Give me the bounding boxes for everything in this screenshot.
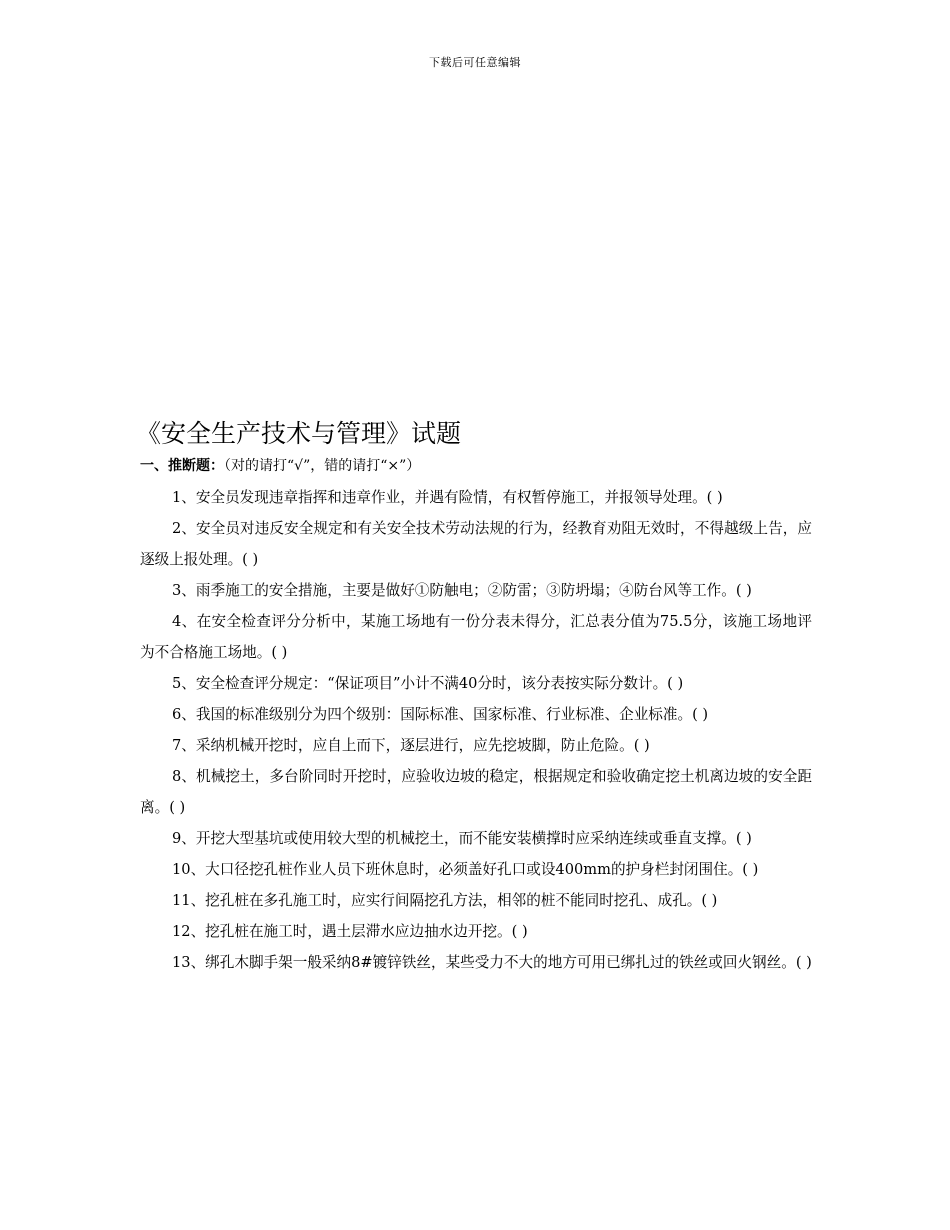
question-item: 11、挖孔桩在多孔施工时，应实行间隔挖孔方法，相邻的桩不能同时挖孔、成孔。( ): [172, 892, 718, 909]
question-item: 10、大口径挖孔桩作业人员下班休息时，必须盖好孔口或设400mm的护身栏封闭围住。( ): [172, 861, 759, 878]
question-item: 2、安全员对违反安全规定和有关安全技术劳动法规的行为，经教育劝阻无效时，不得越级上告，应逐级上报处理。( ): [140, 520, 812, 568]
question-item: 4、在安全检查评分分析中，某施工场地有一份分表未得分，汇总表分值为75.5分，该施工场地评为不合格施工场地。( ): [140, 613, 812, 661]
question-item: 8、机械挖土，多台阶同时开挖时，应验收边坡的稳定，根据规定和验收确定挖土机离边坡的安全距离。( ): [140, 768, 812, 816]
section-label: 一、推断题：: [140, 458, 224, 474]
question-item: 7、采纳机械开挖时，应自上而下，逐层进行，应先挖坡脚，防止危险。( ): [172, 737, 650, 754]
question-item: 5、安全检查评分规定：“保证项目”小计不满40分时，该分表按实际分数计。( ): [172, 675, 684, 692]
document-title: 《安全生产技术与管理》试题: [136, 419, 462, 448]
page-header: 下载后可任意编辑: [429, 56, 521, 69]
section-heading: [140, 454, 812, 478]
question-item: 12、挖孔桩在施工时，遇土层滞水应边抽水边开挖。( ): [172, 923, 528, 940]
section-instruction: （对的请打“√”，错的请打“×”）: [224, 458, 421, 474]
question-item: 6、我国的标准级别分为四个级别：国际标准、国家标准、行业标准、企业标准。( ): [172, 706, 709, 723]
document-body: [136, 416, 812, 978]
question-item: 1、安全员发现违章指挥和违章作业，并遇有险情，有权暂停施工，并报领导处理。( ): [172, 489, 723, 506]
question-item: 9、开挖大型基坑或使用较大型的机械挖土，而不能安装横撑时应采纳连续或垂直支撑。( ): [172, 830, 752, 847]
question-item: 3、雨季施工的安全措施，主要是做好①防触电；②防雷；③防坍塌；④防台风等工作。( ): [172, 582, 752, 599]
question-item: 13、绑孔木脚手架一般采纳8#镀锌铁丝，某些受力不大的地方可用已绑扎过的铁丝或回火钢丝。( ): [172, 954, 812, 971]
